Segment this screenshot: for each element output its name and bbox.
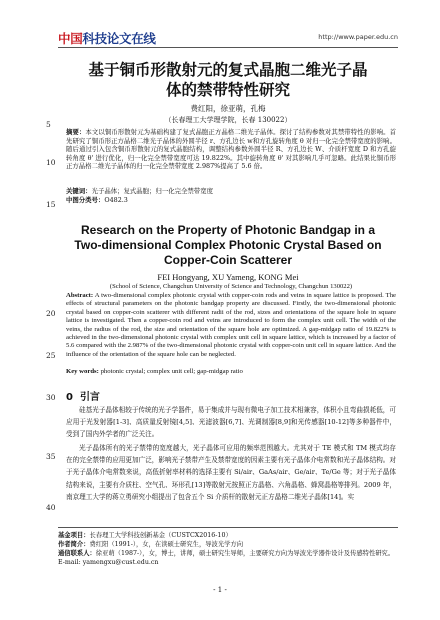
english-title-line-2: Two-dimensional Complex Photonic Crystal Based on [74, 238, 382, 252]
body-paragraph-1: 硅基光子晶体相较于传统的光子学器件，易于集成并与现有微电子加工技术相兼容，体积小且弯曲损耗低，可应用于光发射器[1-3]、高质量反射镜[4,5]、光滤波器[6,7]、光调制器[8,9]和光传感器[10-12]等多种器件中，受到了国内外学者的广泛关注。 [66, 406, 396, 439]
clc-number [66, 196, 396, 205]
english-abstract [66, 292, 396, 359]
english-keywords [66, 368, 396, 375]
line-number: 15 [46, 200, 56, 209]
line-number: 30 [46, 393, 56, 402]
site-logo[interactable] [58, 29, 156, 47]
english-abstract-label: Abstract: [66, 292, 94, 299]
fund-label: 基金项目： [58, 532, 90, 539]
clc-text: O482.3 [104, 196, 128, 204]
keywords-cn-text: 光子晶体；复式晶胞；归一化完全禁带宽度 [91, 187, 213, 195]
site-url[interactable]: http://www.paper.edu.cn [318, 33, 398, 41]
paper-title-line-2: 体的禁带特性研究 [165, 81, 290, 99]
footnote-contact [58, 549, 398, 567]
line-number: 20 [46, 309, 56, 318]
body-paragraph-2: 光子晶体所有的光子禁带的宽度越大，光子晶体可应用的频率范围越大。尤其对于 TE 模式和 TM 模式均存在的完全禁带的应用更加广泛，影响光子禁带产生及禁带宽度的因素主要有光子晶体介电常数和光子晶体结构。对于光子晶体介电常数来说，高低折射率材料的选择主要有 Si/air、GaAs/air、Ge/air、Te/Ge 等；对于光子晶体结构来说，主要有介质柱、空气孔、环形孔[13]等散射元按照正方晶格、六角晶格、蜂窝晶格等排列。2009 年，南京理工大学的蒋立勇研究小组提出了包含五个 Si 介质杆的散射元正方晶格二维光子晶体[14]。实 [66, 444, 396, 501]
keywords-cn [66, 187, 396, 196]
line-number: 35 [46, 452, 56, 461]
line-number: 25 [46, 351, 56, 360]
logo-blue-text: 科技论文在线 [82, 31, 156, 46]
english-abstract-text: A two-dimensional complex photonic crystal with copper-coin rods and veins in square lattice is proposed. The effects of structural parameters on the photonic bandgap property are discussed. Firstly, the two-dimensional photonic crystal based on copper-coin scatterer with different radii of the rod, sizes and orientations of the square hole in square lattice is investigated. Then a copper-coin rod and veins are introduced to form the complex unit cell. The width of the veins, the radius of the rod, the size and orientation of the square hole are optimized. A gap-midgap ratio of 19.822% is achieved in the two-dimensional photonic crystal with complex unit cell in square lattice, which is increased by a factor of 5.6 compared with the 2.987% of the two-dimensional photonic crystal with copper-coin unit cell in square lattice. And the influence of the orientation of the square hole can be neglected. [66, 292, 397, 358]
section-title: 引言 [79, 392, 100, 403]
logo-red-text: 中国 [58, 31, 83, 46]
section-heading [66, 388, 100, 403]
footnote-author [58, 540, 398, 549]
contact-text: 徐亚萌（1987-），女，博士，讲师，硕士研究生导师，主要研究方向为导波光学器件设计及传感特性研究。E-mail: yamengxu@cust.edu.cn [58, 550, 395, 566]
affiliation: （长春理工大学理学院，长春 130022） [164, 116, 292, 124]
line-number: 10 [46, 158, 56, 167]
footnote [58, 527, 398, 567]
fund-text: 长春理工大学科技创新基金（CUSTCX2016-10） [89, 532, 232, 539]
section-number: 0 [66, 392, 73, 403]
english-title-line-3: Copper-Coin Scatterer [163, 253, 293, 267]
keywords-cn-label: 关键词： [66, 187, 92, 195]
author-info-text: 费红阳（1991-），女，在读硕士研究生，导波光学方向 [89, 541, 244, 548]
footnote-fund [58, 531, 398, 540]
paper-title-line-1: 基于铜币形散射元的复式晶胞二维光子晶 [88, 61, 368, 79]
abstract-cn [66, 128, 396, 171]
english-affiliation: (School of Science, Changchun University of Science and Technology, Changchun 130022) [109, 283, 353, 290]
line-number: 5 [46, 120, 51, 129]
contact-label: 通信联系人： [58, 550, 96, 557]
author-info-label: 作者简介： [58, 541, 90, 548]
abstract-cn-text: 本文以铜币形散射元为基础构建了复式晶胞正方晶格二维光子晶体。探讨了结构参数对其禁带特性的影响。首先研究了铜币形正方晶格二维光子晶体的外圆半径 r、方孔边长 w和方孔旋转角度 θ 对归一化完全禁带宽度的影响。随后通过引入包含铜币形散射元的复式晶胞结构，调整结构参数外圆半径 R、方孔边长 W、介质杆宽度 D 和方孔旋转角度 θ' 进行优化，归一化完全禁带宽度可达 19.822%。其中旋转角度 θ' 对其影响几乎可忽略。此结果比铜币形正方晶格二维光子晶体的归一化完全禁带宽度 2.987%提高了 5.6 倍。 [66, 128, 397, 171]
english-keywords-label: Key words: [66, 368, 99, 375]
english-title-line-1: Research on the Property of Photonic Bandgap in a [80, 223, 376, 237]
line-number: 40 [46, 503, 56, 512]
author-list: 费红阳，徐亚萌，孔梅 [190, 104, 266, 113]
english-keywords-text: photonic crystal; complex unit cell; gap-midgap ratio [100, 368, 243, 375]
clc-label: 中图分类号： [66, 196, 105, 204]
page-header [58, 29, 398, 48]
abstract-cn-label: 摘要： [66, 128, 86, 136]
page-number: - 1 - [213, 586, 227, 594]
english-authors: FEI Hongyang, XU Yameng, KONG Mei [157, 272, 299, 282]
